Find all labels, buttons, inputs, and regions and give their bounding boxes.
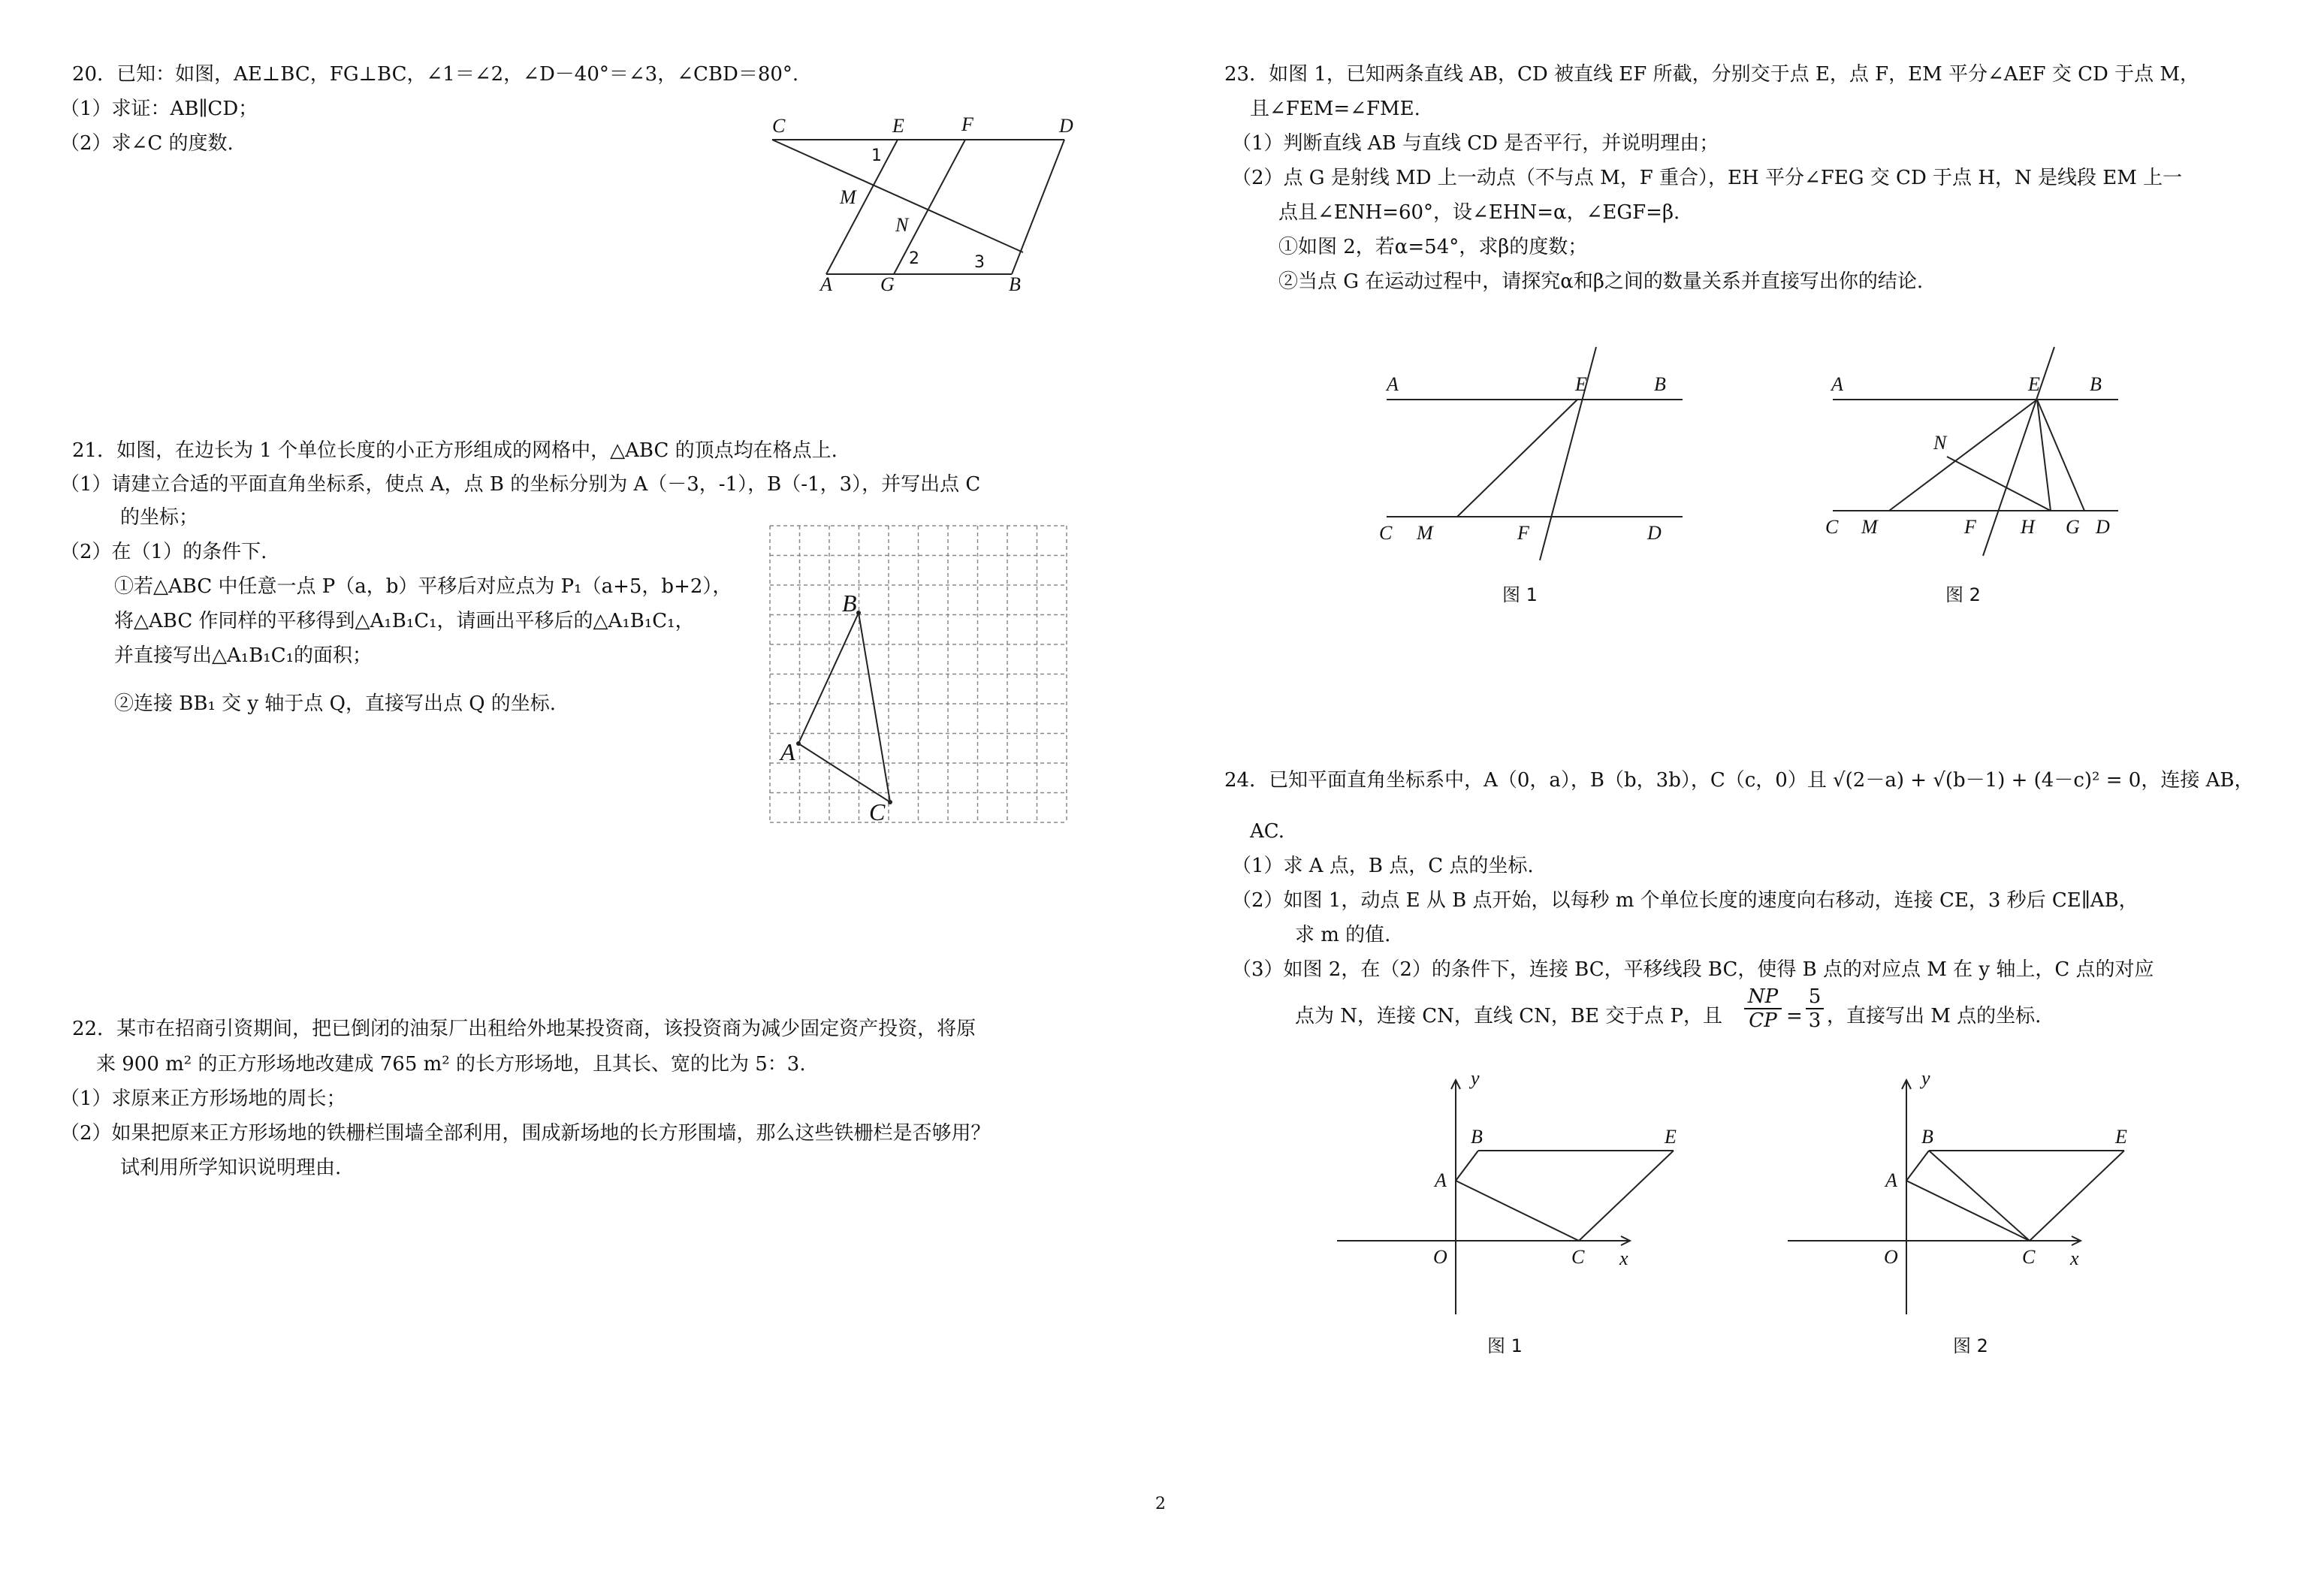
q24-part3-tail: ，直接写出 M 点的坐标.	[1827, 1005, 2042, 1027]
label-e: E	[2115, 1126, 2127, 1148]
point-a	[796, 741, 801, 746]
line-em	[1457, 400, 1577, 517]
fig1-caption: 图 1	[1487, 1335, 1523, 1356]
fraction-denominator: CP	[1744, 1008, 1782, 1032]
q21-sub1: ①若△ABC 中任意一点 P（a，b）平移后对应点为 P₁（a+5，b+2），	[114, 575, 732, 598]
q24-part2-cont: 求 m 的值.	[1295, 924, 1391, 946]
fraction-five-thirds	[1806, 985, 1824, 1032]
label-b: B	[1654, 373, 1666, 395]
q21-part1: （1）请建立合适的平面直角坐标系，使点 A，点 B 的坐标分别为 A（－3，-1），B（-1，3），并写出点 C	[60, 473, 981, 496]
fig2-caption: 图 2	[1945, 584, 1981, 605]
q23-part1: （1）判断直线 AB 与直线 CD 是否平行，并说明理由；	[1232, 132, 1719, 155]
label-f: F	[1517, 522, 1529, 544]
q24-part3-cont: 点为 N，连接 CN，直线 CN，BE 交于点 P，且	[1295, 1005, 1722, 1027]
fraction-den-3: 3	[1806, 1008, 1824, 1032]
segment-ec	[2030, 1151, 2124, 1241]
label-c: C	[2022, 1246, 2036, 1268]
q24-figure2	[1780, 1067, 2141, 1367]
label-o: O	[1433, 1246, 1447, 1268]
label-e: E	[2028, 373, 2040, 395]
q22-stem: 22．某市在招商引资期间，把已倒闭的油泵厂出租给外地某投资商，该投资商为减少固定资产投资，将原	[72, 1018, 976, 1040]
q21-sub1-cont: 将△ABC 作同样的平移得到△A₁B₁C₁，请画出平移后的△A₁B₁C₁，	[114, 610, 695, 632]
line-nh	[1947, 457, 2051, 511]
q24-figure1	[1330, 1067, 1690, 1367]
fraction-num-5: 5	[1808, 985, 1822, 1008]
segment-ab	[1906, 1151, 1929, 1181]
label-h: H	[2021, 516, 2035, 538]
label-x: x	[2070, 1248, 2079, 1269]
q24-part1: （1）求 A 点，B 点，C 点的坐标.	[1232, 855, 1534, 877]
segment-ec	[1579, 1151, 1674, 1241]
line-ae	[826, 140, 898, 274]
q24-part3: （3）如图 2，在（2）的条件下，连接 BC，平移线段 BC，使得 B 点的对应点 M 在 y 轴上，C 点的对应	[1232, 958, 2154, 981]
q23-sub2: ②当点 G 在运动过程中，请探究α和β之间的数量关系并直接写出你的结论.	[1278, 270, 1924, 293]
label-f: F	[961, 113, 973, 135]
q23-sub1: ①如图 2，若α=54°，求β的度数；	[1278, 236, 1588, 258]
label-x: x	[1619, 1248, 1628, 1269]
angle-label-2: 2	[909, 249, 919, 268]
label-c: C	[1825, 516, 1839, 538]
label-m: M	[840, 186, 856, 208]
label-e: E	[1665, 1126, 1677, 1148]
label-b: B	[1471, 1126, 1483, 1148]
label-a: A	[1387, 373, 1399, 395]
fraction-numerator: NP	[1747, 985, 1779, 1008]
q23-figure2	[1818, 338, 2133, 616]
q24-part2: （2）如图 1，动点 E 从 B 点开始，以每秒 m 个单位长度的速度向右移动，连接 CE，3 秒后 CE∥AB，	[1232, 889, 2138, 912]
label-n: N	[1933, 432, 1947, 454]
q21-part2: （2）在（1）的条件下.	[60, 541, 267, 563]
label-y: y	[1471, 1067, 1480, 1089]
label-d: D	[1059, 115, 1073, 137]
segment-ab	[1456, 1151, 1478, 1181]
label-m: M	[1417, 522, 1433, 544]
segment-ac	[1456, 1181, 1579, 1241]
label-g: G	[880, 273, 895, 295]
label-m: M	[1861, 516, 1878, 538]
angle-label-3: 3	[974, 253, 985, 272]
fraction-equals: =	[1786, 1005, 1803, 1027]
label-y: y	[1921, 1067, 1930, 1089]
segment-ac	[1906, 1181, 2030, 1241]
label-c: C	[1379, 522, 1393, 544]
point-b	[856, 611, 861, 615]
label-d: D	[1647, 522, 1662, 544]
dashed-grid	[770, 526, 1067, 822]
label-b: B	[842, 590, 857, 617]
label-n: N	[895, 214, 909, 236]
label-c: C	[1571, 1246, 1585, 1268]
label-a: A	[820, 273, 832, 295]
q23-stem-cont: 且∠FEM=∠FME.	[1250, 98, 1420, 120]
q22-part2: （2）如果把原来正方形场地的铁栅栏围墙全部利用，围成新场地的长方形围墙，那么这些铁栅栏是否够用？	[60, 1122, 991, 1145]
label-b: B	[1921, 1126, 1933, 1148]
label-a: A	[1435, 1169, 1447, 1191]
fig2-caption: 图 2	[1953, 1335, 1988, 1356]
q23-part2-cont: 点且∠ENH=60°，设∠EHN=α，∠EGF=β.	[1278, 201, 1680, 224]
line-ef	[1540, 347, 1596, 560]
label-e: E	[1575, 373, 1587, 395]
label-o: O	[1884, 1246, 1898, 1268]
q21-stem: 21．如图，在边长为 1 个单位长度的小正方形组成的网格中，△ABC 的顶点均在格点上.	[72, 439, 838, 462]
q23-figure1	[1367, 338, 1698, 616]
q23-stem: 23．如图 1，已知两条直线 AB，CD 被直线 EF 所截，分别交于点 E，点 F，EM 平分∠AEF 交 CD 于点 M，	[1224, 63, 2200, 86]
label-a: A	[780, 738, 795, 765]
q21-grid-figure	[770, 526, 1078, 841]
label-g: G	[2066, 516, 2080, 538]
q20-figure	[759, 105, 1089, 308]
q24-stem: 24．已知平面直角坐标系中，A（0，a），B（b，3b），C（c，0）且 √(2－a) + √(b－1) + (4－c)² = 0，连接 AB，	[1224, 769, 2254, 792]
label-f: F	[1964, 516, 1976, 538]
q21-sub1-cont2: 并直接写出△A₁B₁C₁的面积；	[114, 644, 373, 667]
q24-stem-cont: AC.	[1250, 820, 1285, 843]
triangle-abc	[798, 613, 890, 802]
fig1-caption: 图 1	[1502, 584, 1538, 605]
q21-sub2: ②连接 BB₁ 交 y 轴于点 Q，直接写出点 Q 的坐标.	[114, 692, 557, 715]
q22-part1: （1）求原来正方形场地的周长；	[60, 1088, 346, 1110]
line-db	[1012, 140, 1064, 274]
q23-part2: （2）点 G 是射线 MD 上一动点（不与点 M，F 重合），EH 平分∠FEG 交 CD 于点 H，N 是线段 EM 上一	[1232, 167, 2183, 189]
segment-bc	[1929, 1151, 2030, 1241]
label-e: E	[892, 115, 904, 137]
label-b: B	[2090, 373, 2102, 395]
label-b: B	[1009, 273, 1021, 295]
q20-part2: （2）求∠C 的度数.	[60, 132, 234, 155]
label-c: C	[772, 115, 786, 137]
label-d: D	[2096, 516, 2110, 538]
q22-stem-cont: 来 900 m² 的正方形场地改建成 765 m² 的长方形场地，且其长、宽的比为 5：3.	[96, 1053, 806, 1076]
line-gf	[894, 140, 965, 274]
label-c: C	[869, 798, 886, 825]
fraction-np-cp	[1744, 985, 1782, 1032]
q20-stem: 20．已知：如图，AE⊥BC，FG⊥BC，∠1＝∠2，∠D－40°＝∠3，∠CBD＝80°.	[72, 63, 799, 86]
q20-part1: （1）求证：AB∥CD；	[60, 98, 258, 120]
q21-part1-cont: 的坐标；	[120, 506, 199, 529]
label-a: A	[1831, 373, 1843, 395]
label-a: A	[1885, 1169, 1897, 1191]
page-number: 2	[1155, 1495, 1166, 1513]
q22-part2-cont: 试利用所学知识说明理由.	[120, 1157, 342, 1179]
point-c	[888, 800, 892, 804]
angle-label-1: 1	[871, 146, 882, 165]
line-em	[1889, 400, 2037, 511]
